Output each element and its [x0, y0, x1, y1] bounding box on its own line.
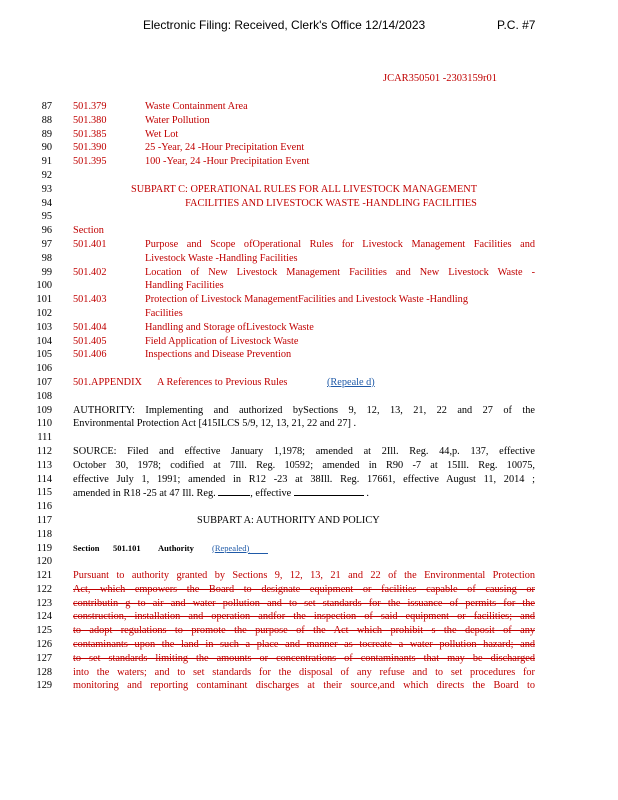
- toc-section-number: 501.401: [73, 238, 107, 250]
- line-129: [0, 679, 618, 693]
- line-number: 129: [36, 680, 52, 692]
- line-number: 122: [36, 583, 52, 595]
- line-108: [0, 390, 618, 404]
- line-number: 88: [41, 114, 52, 126]
- line-number: 119: [36, 542, 52, 554]
- line-number: 93: [41, 183, 52, 195]
- toc-section-title: 100 -Year, 24 -Hour Precipitation Event: [145, 156, 310, 168]
- toc-section-title-cont: Handling Facilities: [145, 280, 224, 292]
- line-number: 116: [36, 501, 52, 513]
- line-number: 102: [36, 307, 52, 319]
- subpart-a-heading: SUBPART A: AUTHORITY AND POLICY: [197, 514, 380, 526]
- deleted-text: construction, installation and operation andfor the inspection of said equipment or facilities; and: [73, 611, 535, 623]
- line-88: [0, 114, 618, 128]
- deleted-text: to adopt regulations to promote the purpose of the Act which prohibit s the deposit of any: [73, 625, 535, 637]
- source-amended-text: amended in R18 -25 at 47 Ill. Reg.: [73, 488, 216, 500]
- line-number: 96: [41, 225, 52, 237]
- section-column-label: Section: [73, 225, 104, 237]
- toc-section-title-cont: Facilities: [145, 307, 183, 319]
- line-90: [0, 141, 618, 155]
- toc-section-title: Protection of Livestock ManagementFacilities and Livestock Waste -Handling: [145, 294, 468, 306]
- line-122: [0, 583, 618, 597]
- line-101: [0, 293, 618, 307]
- line-124: [0, 610, 618, 624]
- line-116: [0, 500, 618, 514]
- register-page-blank: [218, 486, 250, 496]
- effective-date-blank: [294, 486, 364, 496]
- line-104: [0, 335, 618, 349]
- line-number: 111: [37, 432, 52, 444]
- line-87: [0, 100, 618, 114]
- toc-section-title: Waste Containment Area: [145, 101, 248, 112]
- line-93: [0, 183, 618, 197]
- line-125: [0, 624, 618, 638]
- line-127: [0, 652, 618, 666]
- filing-stamp: Electronic Filing: Received, Clerk's Office 12/14/2023: [143, 18, 426, 32]
- toc-section-number: 501.403: [73, 294, 107, 306]
- line-number: 87: [41, 101, 52, 112]
- toc-section-title-cont: Livestock Waste -Handling Facilities: [145, 252, 298, 264]
- line-119: [0, 542, 618, 556]
- line-91: [0, 155, 618, 169]
- line-114: [0, 473, 618, 487]
- line-number: 113: [36, 459, 52, 471]
- line-number: 118: [36, 528, 52, 540]
- line-number: 103: [36, 321, 52, 333]
- toc-section-number: 501.404: [73, 321, 107, 333]
- line-110: [0, 417, 618, 431]
- line-number: 97: [41, 238, 52, 250]
- line-number: 90: [41, 142, 52, 154]
- deleted-text: contributin g to air and water pollution and to set standards for the issuance of permits for the: [73, 597, 535, 609]
- line-118: [0, 528, 618, 542]
- line-112: [0, 445, 618, 459]
- line-number: 101: [36, 294, 52, 306]
- line-121: [0, 569, 618, 583]
- line-number: 126: [36, 639, 52, 651]
- line-number: 104: [36, 335, 52, 347]
- line-106: [0, 362, 618, 376]
- line-98: [0, 252, 618, 266]
- section-title: Authority: [158, 542, 194, 553]
- line-92: [0, 169, 618, 183]
- source-note: SOURCE: Filed and effective January 1,1978; amended at 2Ill. Reg. 44,p. 137, effective: [73, 445, 535, 457]
- subpart-c-heading-cont: FACILITIES AND LIVESTOCK WASTE -HANDLING FACILITIES: [185, 197, 477, 209]
- line-103: [0, 321, 618, 335]
- line-number: 106: [36, 363, 52, 375]
- line-number: 114: [36, 473, 52, 485]
- line-111: [0, 431, 618, 445]
- line-number: 109: [36, 404, 52, 416]
- line-number: 121: [36, 570, 52, 582]
- line-123: [0, 597, 618, 611]
- line-number: 105: [36, 349, 52, 361]
- line-120: [0, 555, 618, 569]
- toc-section-number: 501.379: [73, 101, 107, 112]
- section-label: Section: [73, 542, 100, 553]
- line-number: 94: [41, 197, 52, 209]
- line-number: 91: [41, 156, 52, 168]
- toc-section-title: Wet Lot: [145, 128, 179, 140]
- line-number: 99: [41, 266, 52, 278]
- source-effective-text: , effective: [250, 488, 292, 500]
- line-number: 98: [41, 252, 52, 264]
- toc-section-number: 501.406: [73, 349, 107, 361]
- toc-section-title: Water Pollution: [145, 114, 210, 126]
- line-107: [0, 376, 618, 390]
- toc-section-number: 501.390: [73, 142, 107, 154]
- body-text: into the waters; and to set standards for the disposal of any refuse and to set procedures for: [73, 666, 535, 678]
- line-number: 128: [36, 666, 52, 678]
- filing-header: [0, 18, 618, 34]
- deleted-text: to set standards limiting the amounts or concentrations of contaminants that may be discharged: [73, 652, 535, 664]
- line-113: [0, 459, 618, 473]
- source-period: .: [366, 488, 369, 500]
- authority-note: AUTHORITY: Implementing and authorized bySections 9, 12, 13, 21, 22 and 27 of the: [73, 404, 535, 416]
- line-100: [0, 279, 618, 293]
- line-number: 127: [36, 652, 52, 664]
- line-96: [0, 224, 618, 238]
- toc-section-number: 501.405: [73, 335, 107, 347]
- appendix-title: A References to Previous Rules: [157, 376, 288, 388]
- toc-section-title: Inspections and Disease Prevention: [145, 349, 292, 361]
- subpart-c-heading: SUBPART C: OPERATIONAL RULES FOR ALL LIVESTOCK MANAGEMENT: [131, 183, 477, 195]
- page-code: P.C. #7: [497, 18, 536, 32]
- line-89: [0, 128, 618, 142]
- line-number: 124: [36, 611, 52, 623]
- line-97: [0, 238, 618, 252]
- appendix-repealed-link[interactable]: (Repeale d): [327, 376, 375, 388]
- source-note-cont: effective July 1, 1991; amended in R12 -23 at 38Ill. Reg. 17661, effective August 11, 2014 ;: [73, 473, 535, 485]
- line-126: [0, 638, 618, 652]
- line-115: [0, 486, 618, 500]
- line-128: [0, 666, 618, 680]
- line-number: 125: [36, 625, 52, 637]
- source-note-last: [73, 486, 369, 501]
- toc-section-number: 501.395: [73, 156, 107, 168]
- line-number: 92: [41, 169, 52, 181]
- toc-section-number: 501.402: [73, 266, 107, 278]
- body-text: Pursuant to authority granted by Sections 9, 12, 13, 21 and 22 of the Environmental Protection: [73, 570, 535, 582]
- authority-note-cont: Environmental Protection Act [415ILCS 5/9, 12, 13, 21, 22 and 27] .: [73, 418, 357, 430]
- line-number: 115: [36, 487, 52, 499]
- line-number: 89: [41, 128, 52, 140]
- line-number: 107: [36, 376, 52, 388]
- line-94: [0, 197, 618, 211]
- appendix-number: 501.APPENDIX: [73, 376, 142, 388]
- line-number: 123: [36, 597, 52, 609]
- line-102: [0, 307, 618, 321]
- deleted-text: contaminants upon the land in such a place and manner as tocreate a water pollution hazard; and: [73, 639, 535, 651]
- section-repealed-link[interactable]: (Repealed): [212, 542, 250, 553]
- line-number: 100: [36, 280, 52, 292]
- line-117: [0, 514, 618, 528]
- line-number: 95: [41, 211, 52, 223]
- line-105: [0, 348, 618, 362]
- toc-section-number: 501.385: [73, 128, 107, 140]
- document-id: JCAR350501 -2303159r01: [383, 73, 498, 84]
- line-number: 112: [36, 445, 52, 457]
- toc-section-title: 25 -Year, 24 -Hour Precipitation Event: [145, 142, 305, 154]
- section-number: 501.101: [113, 542, 141, 553]
- line-number: 120: [36, 556, 52, 568]
- toc-section-title: Handling and Storage ofLivestock Waste: [145, 321, 314, 333]
- line-number: 110: [36, 418, 52, 430]
- toc-section-title: Purpose and Scope ofOperational Rules for Livestock Management Facilities and: [145, 238, 535, 250]
- toc-section-title: Field Application of Livestock Waste: [145, 335, 299, 347]
- line-109: [0, 404, 618, 418]
- source-note-cont: October 30, 1978; codified at 7Ill. Reg. 10592; amended in R90 -7 at 15Ill. Reg. 10075,: [73, 459, 535, 471]
- repealed-underline: [248, 553, 268, 554]
- line-number: 117: [36, 514, 52, 526]
- line-99: [0, 266, 618, 280]
- toc-section-number: 501.380: [73, 114, 107, 126]
- deleted-text: Act, which empowers the Board to designate equipment or facilities capable of causing or: [73, 583, 535, 595]
- toc-section-title: Location of New Livestock Management Facilities and New Livestock Waste -: [145, 266, 535, 278]
- document-body: [0, 100, 618, 693]
- body-text: monitoring and reporting contaminant discharges at their source,and which directs the Board to: [73, 680, 535, 692]
- line-95: [0, 210, 618, 224]
- line-number: 108: [36, 390, 52, 402]
